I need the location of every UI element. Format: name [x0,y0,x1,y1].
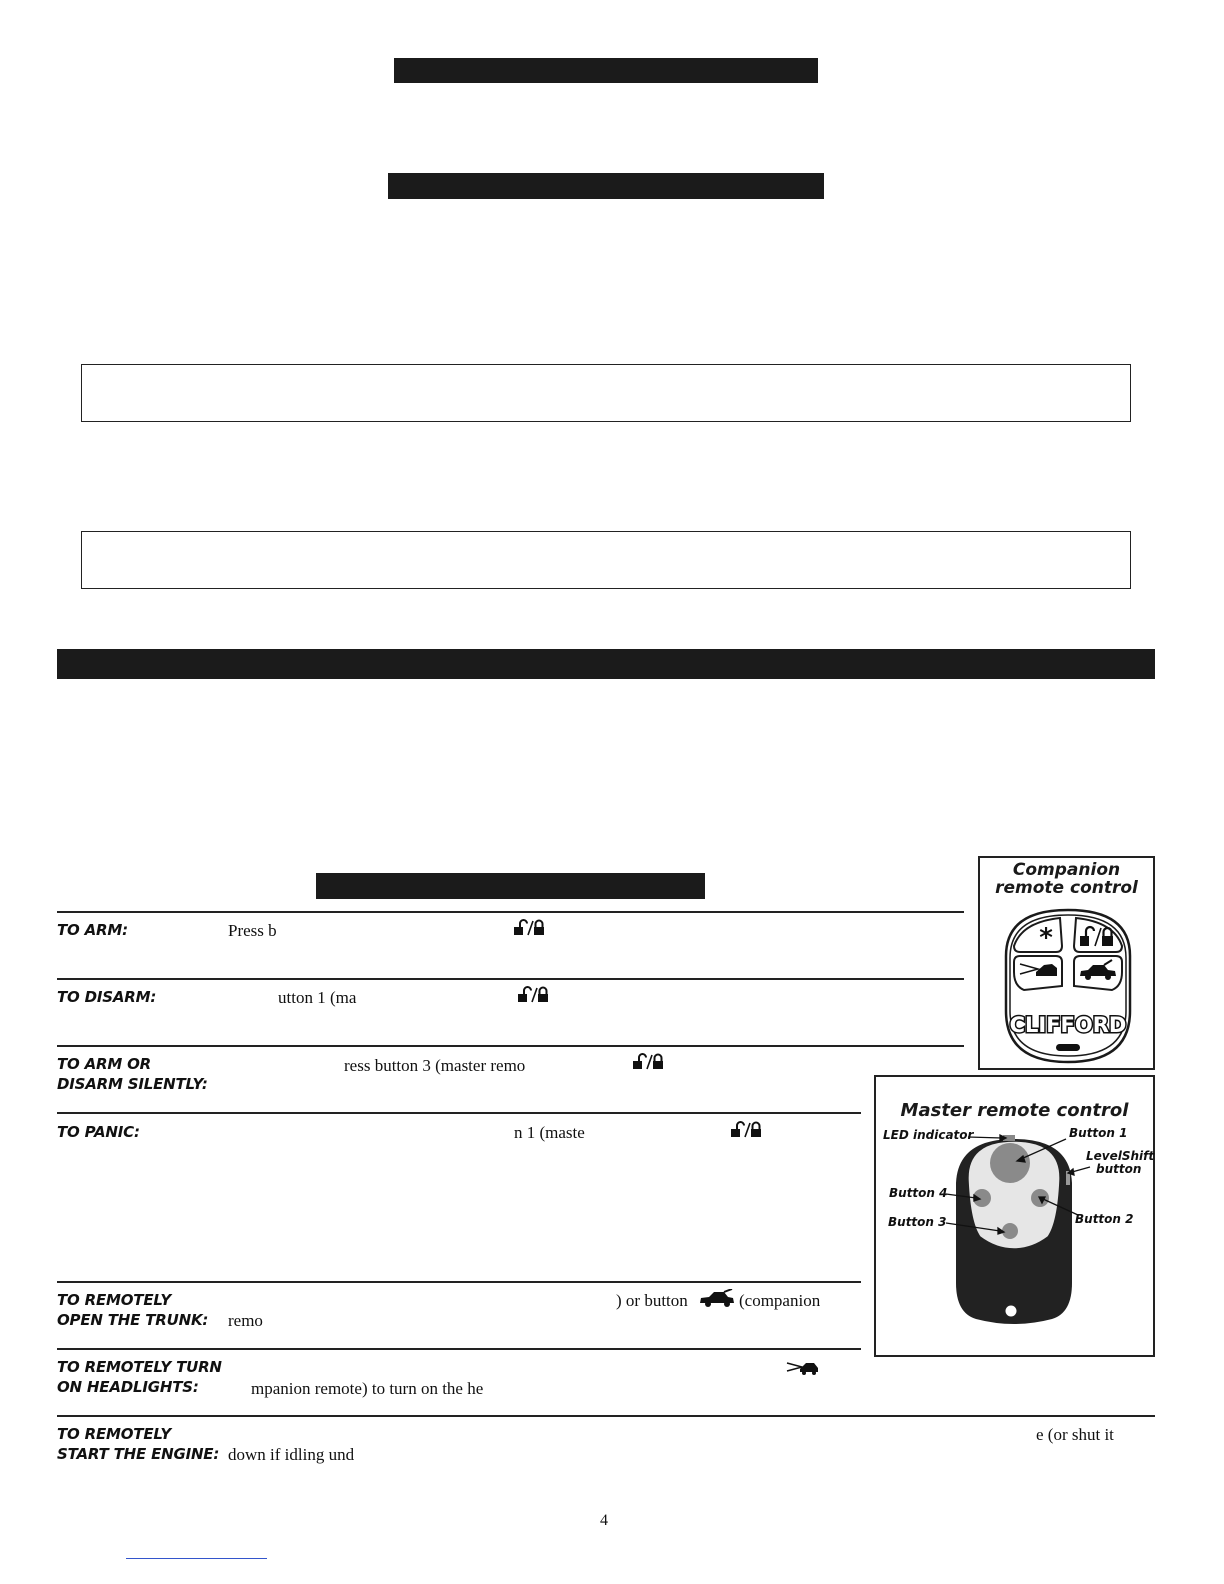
divider [57,978,964,980]
divider [57,1281,861,1283]
section-label-headlights-line2: ON HEADLIGHTS: [57,1378,199,1396]
companion-remote-panel [978,856,1155,1070]
divider [57,1348,861,1350]
section-label-panic: TO PANIC: [57,1123,140,1141]
companion-remote-title-line1: Companion [1012,860,1121,880]
callout-button-2: Button 2 [1075,1212,1134,1226]
section-label-engine-line2: START THE ENGINE: [57,1445,220,1463]
section-text-trunk-b: (companion [739,1291,821,1310]
divider [57,911,964,913]
car-trunk-icon [698,1289,736,1309]
section-label-silent-line2: DISARM SILENTLY: [57,1075,208,1093]
lock-unlock-icon [513,919,545,937]
section-text-arm: Press b [228,921,277,940]
callout-button-3: Button 3 [888,1215,947,1229]
section-label-headlights-line1: TO REMOTELY TURN [57,1358,222,1376]
page-number: 4 [600,1512,608,1529]
redacted-heading-2 [388,173,824,199]
section-label-trunk-line2: OPEN THE TRUNK: [57,1311,209,1329]
callout-button-1: Button 1 [1069,1126,1128,1140]
section-label-engine-line1: TO REMOTELY [57,1425,172,1443]
companion-remote-illustration [1002,906,1134,1064]
section-text-engine-b: down if idling und [228,1445,355,1464]
section-text-engine-a: e (or shut it [1036,1425,1114,1444]
note-box-2 [81,531,1131,589]
section-label-disarm: TO DISARM: [57,988,157,1006]
divider [57,1045,964,1047]
lock-unlock-icon [730,1121,762,1139]
companion-remote-title-line2: remote control [995,878,1138,898]
redacted-section-bar [57,649,1155,679]
callout-levelshift-line2: button [1096,1162,1142,1176]
section-text-trunk-a: ) or button [616,1291,688,1310]
section-text-headlights: mpanion remote) to turn on the he [251,1379,484,1398]
section-text-trunk-c: remo [228,1311,263,1330]
section-label-trunk-line1: TO REMOTELY [57,1291,172,1309]
divider [57,1415,1155,1417]
callout-led-indicator: LED indicator [883,1128,974,1142]
redacted-subheading [316,873,705,899]
section-label-silent-line1: TO ARM OR [57,1055,152,1073]
section-text-disarm: utton 1 (ma [278,988,357,1007]
section-text-silent: ress button 3 (master remo [344,1056,526,1075]
master-remote-title: Master remote control [900,1100,1129,1121]
callout-levelshift-line1: LevelShift [1086,1149,1155,1163]
note-box-1 [81,364,1131,422]
footer-link-underline [126,1558,267,1559]
svg-text:CLIFFORD: CLIFFORD [1009,1013,1127,1037]
headlight-icon [786,1359,820,1375]
callout-button-4: Button 4 [889,1186,948,1200]
divider [57,1112,861,1114]
redacted-heading-1 [394,58,818,83]
lock-unlock-icon [517,986,549,1004]
section-text-panic: n 1 (maste [514,1123,585,1142]
lock-unlock-icon [632,1053,664,1071]
section-label-arm: TO ARM: [57,921,128,939]
master-remote-panel [874,1075,1155,1357]
svg-text:*: * [1039,923,1053,953]
